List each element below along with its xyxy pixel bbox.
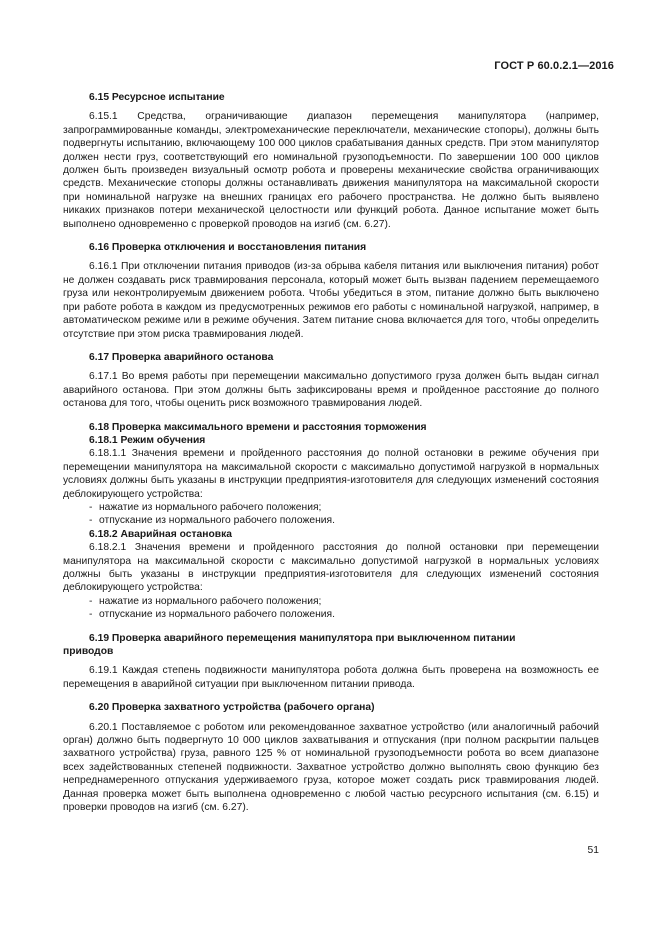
section-heading: 6.20 Проверка захватного устройства (рабочего органа) xyxy=(89,702,375,714)
list-item xyxy=(63,501,599,514)
paragraph: 6.17.1 Во время работы при перемещении максимально допустимого груза должен быть выдан сигнал аварийного останова. При этом должны быть зафиксированы время и пройденное расстояние до полного останова для того, чтобы оценить риск возможного травмирования людей. xyxy=(63,371,599,410)
list-item xyxy=(63,608,599,621)
dash-bullet: - xyxy=(89,595,93,607)
section-heading: 6.16 Проверка отключения и восстановления питания xyxy=(89,242,367,254)
paragraph: 6.16.1 При отключении питания приводов (из-за обрыва кабеля питания или выключения питания) робот не должен создавать риск травмирования персонала, который может быть вызван падением перемещаемого груза или неконтролируемым движением робота. Чтобы убедиться в этом, питание должно быть выключено при работе робота в каждом из предусмотренных режимов его работы с номинальной нагрузкой, например, в автоматическом режиме или в режиме обучения. Затем питание снова включается для того, чтобы определить отсутствие при этом риска травмирования людей. xyxy=(63,261,599,340)
dash-bullet: - xyxy=(89,501,93,513)
list-item-text: отпускание из нормального рабочего положения. xyxy=(99,515,335,527)
section-6-17 xyxy=(63,351,599,411)
list-item xyxy=(63,595,599,608)
section-heading: 6.18 Проверка максимального времени и расстояния торможения xyxy=(89,421,427,433)
section-6-20 xyxy=(63,701,599,814)
paragraph: 6.18.2.1 Значения времени и пройденного расстояния до полной остановки при перемещении манипулятора на максимальной скорости с максимально допустимой нагрузкой в нормальных условиях должны быть указаны в инструкции предприятия-изготовителя для следующих изменений состояния деблокирующего устройства: xyxy=(63,542,599,594)
section-heading: 6.15 Ресурсное испытание xyxy=(89,92,225,103)
list-item-text: отпускание из нормального рабочего положения. xyxy=(99,609,335,621)
section-6-19 xyxy=(63,632,599,692)
list-item-text: нажатие из нормального рабочего положения; xyxy=(99,501,322,513)
section-6-18 xyxy=(63,421,599,622)
paragraph: 6.19.1 Каждая степень подвижности манипулятора робота должна быть проверена на возможность ее перемещения в аварийной ситуации при выключенном питании привода. xyxy=(63,665,599,690)
paragraph: 6.20.1 Поставляемое с роботом или рекомендованное захватное устройство (или аналогичный рабочий орган) должно быть подвергнуто 10 000 циклов захватывания и отпускания (при полном раскрытии пальцев захватного устройства) груза, равного 125 % от номинальной грузоподъемности робота во всем диапазоне всех задействованных степеней подвижности. Захватное устройство должно выполнять свою функцию без непреднамеренного отпускания удерживаемого груза, которое может создать риск травмирования людей. Данная проверка может быть выполнена одновременно с любой частью ресурсного испытания (см. 6.15) и проверки проводов на изгиб (см. 6.27). xyxy=(63,721,599,814)
list-item-text: нажатие из нормального рабочего положения; xyxy=(99,595,322,607)
paragraph: 6.15.1 Средства, ограничивающие диапазон перемещения манипулятора (например, запрограммированные команды, электромеханические переключатели, механические стопоры), должны быть подвергнуты испытанию, включающему 100 000 циклов срабатывания данных средств. При этом манипулятор должен нести груз, соответствующий его номинальной грузоподъемности. По завершении 100 000 циклов должен быть произведен визуальный осмотр робота и проверены механические свойства ограничивающих средств. Механические стопоры должны останавливать движения манипулятора на максимальной скорости при номинальной нагрузке на внешних границах его рабочего пространства. Не должно быть выявлено никаких признаков потери механической целостности или функций робота. Данное испытание может быть выполнено одновременно с проверкой проводов на изгиб (см. 6.27). xyxy=(63,111,599,230)
dash-bullet: - xyxy=(89,609,93,621)
paragraph: 6.18.1.1 Значения времени и пройденного расстояния до полной остановки в режиме обучения при перемещении манипулятора на максимальной скорости с максимально допустимой нагрузкой в нормальных условиях должны быть указаны в инструкции предприятия-изготовителя для следующих изменений состояния деблокирующего устройства: xyxy=(63,448,599,500)
list-item xyxy=(63,514,599,527)
document-body xyxy=(63,91,599,815)
page-number: 51 xyxy=(587,845,599,856)
section-heading: 6.19 Проверка аварийного перемещения манипулятора при выключенном питании приводов xyxy=(63,632,516,658)
dash-bullet: - xyxy=(89,515,93,527)
section-6-16 xyxy=(63,241,599,341)
subsection-heading: 6.18.2 Аварийная остановка xyxy=(89,528,232,540)
document-id-header: ГОСТ Р 60.0.2.1—2016 xyxy=(494,60,614,72)
section-heading: 6.17 Проверка аварийного останова xyxy=(89,351,274,363)
section-6-15 xyxy=(63,91,599,231)
subsection-heading: 6.18.1 Режим обучения xyxy=(89,434,206,446)
